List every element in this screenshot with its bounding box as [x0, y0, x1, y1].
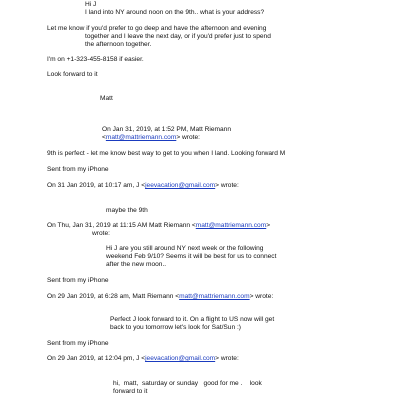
closing-line: Look forward to it: [47, 71, 98, 78]
message-line: hi, matt, saturday or sunday good for me . look: [113, 380, 262, 387]
sent-from-iphone: Sent from my iPhone: [47, 277, 109, 284]
message-line: Hi J are you still around NY next week or the following: [106, 245, 264, 252]
email-link[interactable]: jeevacation@gmail.com: [145, 355, 216, 362]
quote-header: On Thu, Jan 31, 2019 at 11:15 AM Matt Riemann <matt@mattriemann.com>: [47, 222, 271, 229]
greeting-line: Hi J: [85, 1, 97, 8]
sent-from-iphone: Sent from my iPhone: [47, 340, 109, 347]
reply-line: maybe the 9th: [106, 207, 148, 214]
email-link[interactable]: jeevacation@gmail.com: [145, 182, 216, 189]
email-link[interactable]: matt@mattriemann.com: [105, 134, 177, 141]
quote-header: On Jan 31, 2019, at 1:52 PM, Matt Riemann: [102, 126, 232, 133]
sent-from-iphone: Sent from my iPhone: [47, 166, 109, 173]
quote-header-email: <matt@mattriemann.com> wrote:: [102, 134, 200, 141]
arrival-line: I land into NY around noon on the 9th.. what is your address?: [85, 9, 265, 16]
body-line: Let me know if you'd prefer to go deep and have the afternoon and evening: [47, 25, 267, 32]
phone-line: I'm on +1-323-455-8158 if easier.: [47, 56, 144, 63]
message-line: forward to it: [113, 388, 148, 395]
signature: Matt: [100, 95, 113, 102]
message-line: Perfect J look forward to it. On a flight to US now will get: [110, 316, 275, 323]
quote-header-wrote: wrote:: [92, 230, 110, 237]
quote-header: On 29 Jan 2019, at 6:28 am, Matt Riemann <matt@mattriemann.com> wrote:: [47, 293, 274, 300]
message-line: after the new moon..: [106, 261, 167, 268]
quote-header: On 29 Jan 2019, at 12:04 pm, J <jeevacation@gmail.com> wrote:: [47, 355, 239, 362]
quote-header: On 31 Jan 2019, at 10:17 am, J <jeevacation@gmail.com> wrote:: [47, 182, 239, 189]
body-line: the afternoon together.: [85, 41, 152, 48]
email-link[interactable]: matt@mattriemann.com: [195, 222, 267, 229]
body-line: together and I leave the next day, or if you'd prefer just to spend: [85, 33, 271, 40]
reply-line: 9th is perfect - let me know best way to get to you when I land. Looking forward M: [47, 150, 286, 157]
email-link[interactable]: matt@mattriemann.com: [179, 293, 250, 300]
message-line: weekend Feb 9/10? Seems it will be best for us to connect: [106, 253, 277, 260]
message-line: back to you tomorrow let's look for Sat/Sun :): [110, 324, 241, 331]
